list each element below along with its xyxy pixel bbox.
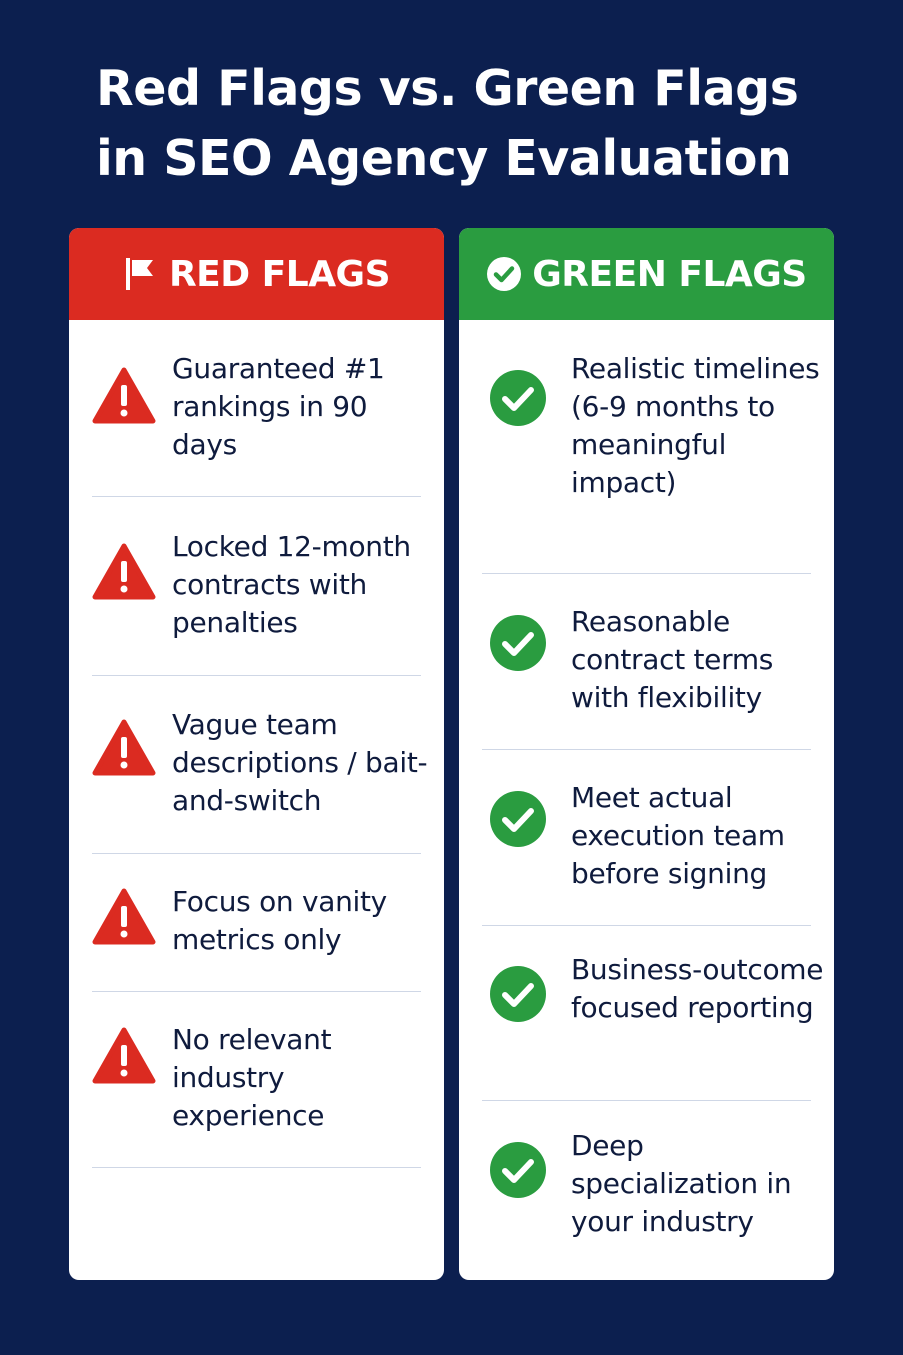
check-circle-icon — [485, 789, 551, 849]
check-circle-icon — [485, 368, 551, 428]
green-flag-text: Deep specialization in your industry — [571, 1129, 792, 1238]
divider — [92, 1167, 421, 1168]
red-flags-card — [69, 228, 444, 1280]
green-flags-card — [459, 228, 834, 1280]
green-flag-text: Business-outcome focused reporting — [571, 953, 824, 1024]
divider — [92, 991, 421, 992]
check-circle-icon — [485, 1140, 551, 1200]
red-flags-header-label: RED FLAGS — [168, 253, 391, 295]
green-flags-header — [459, 228, 834, 320]
warning-triangle-icon — [91, 718, 157, 778]
divider — [482, 749, 811, 750]
warning-triangle-icon — [91, 542, 157, 602]
red-flag-text: Vague team descriptions / bait-and-switch — [172, 708, 428, 817]
divider — [92, 675, 421, 676]
warning-triangle-icon — [91, 887, 157, 947]
divider — [482, 925, 811, 926]
green-flag-text: Meet actual execution team before signing — [571, 781, 785, 890]
check-circle-icon — [485, 964, 551, 1024]
divider — [482, 1100, 811, 1101]
green-flag-text: Realistic timelines (6-9 months to meaningful impact) — [571, 352, 820, 499]
red-flag-text: Locked 12-month contracts with penalties — [172, 530, 411, 639]
red-flags-header — [69, 228, 444, 320]
page-title: Red Flags vs. Green Flags in SEO Agency Evaluation — [96, 60, 799, 187]
warning-triangle-icon — [91, 1026, 157, 1086]
red-flag-text: Guaranteed #1 rankings in 90 days — [172, 352, 385, 461]
divider — [482, 573, 811, 574]
green-flag-text: Reasonable contract terms with flexibility — [571, 605, 774, 714]
divider — [92, 853, 421, 854]
red-flag-text: No relevant industry experience — [172, 1023, 332, 1132]
divider — [92, 496, 421, 497]
check-circle-icon — [486, 256, 522, 292]
check-circle-icon — [485, 613, 551, 673]
warning-triangle-icon — [91, 366, 157, 426]
red-flag-text: Focus on vanity metrics only — [172, 885, 387, 956]
green-flags-header-label: GREEN FLAGS — [532, 253, 807, 295]
flag-icon — [123, 256, 159, 292]
